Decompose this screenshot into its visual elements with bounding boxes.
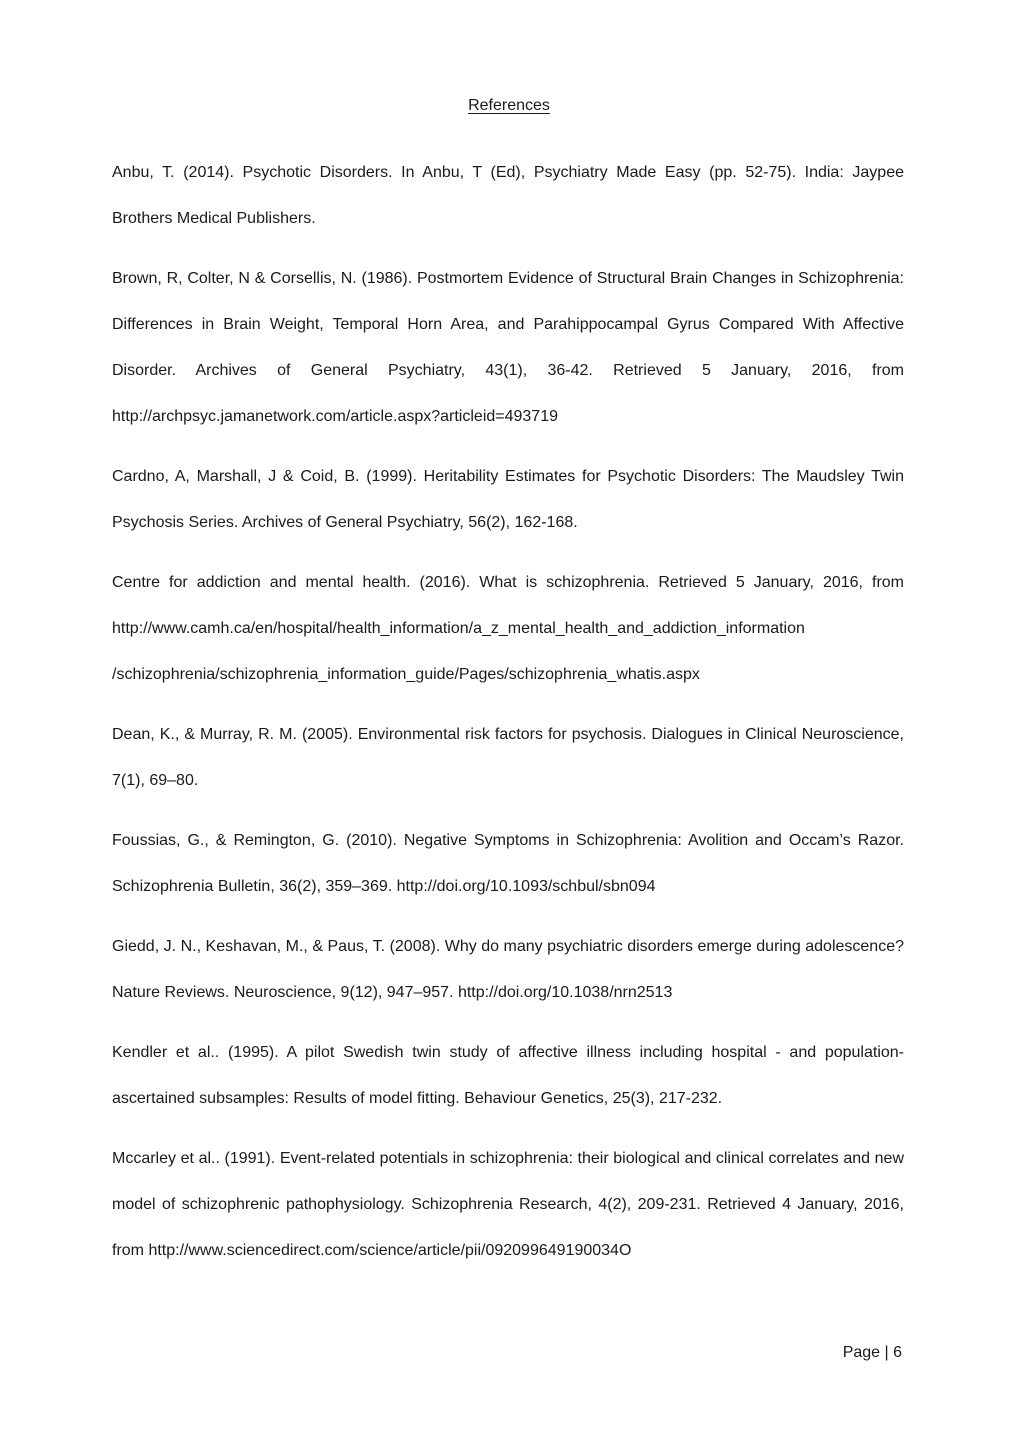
reference-item: Giedd, J. N., Keshavan, M., & Paus, T. (2008). Why do many psychiatric disorders emerge during adolescence? Nature Reviews. Neuroscience, 9(12), 947–957. http://doi.org/10.1038/nrn2513 [112,938,904,1001]
reference-list [112,150,904,1288]
reference-item: Brown, R, Colter, N & Corsellis, N. (1986). Postmortem Evidence of Structural Brain Changes in Schizophrenia: Differences in Brain Weight, Temporal Horn Area, and Parahippocampal Gyrus Compared With Affective Disorder. Archives of General Psychiatry, 43(1), 36-42. Retrieved 5 January, 2016, from http://archpsyc.jamanetwork.com/article.aspx?articleid=493719 [112,270,904,425]
page-title: References [468,97,550,114]
reference-item: Cardno, A, Marshall, J & Coid, B. (1999). Heritability Estimates for Psychotic Disorders: The Maudsley Twin Psychosis Series. Archives of General Psychiatry, 56(2), 162-168. [112,468,904,531]
reference-item: Foussias, G., & Remington, G. (2010). Negative Symptoms in Schizophrenia: Avolition and Occam’s Razor. Schizophrenia Bulletin, 36(2), 359–369. http://doi.org/10.1093/schbul/sbn094 [112,832,904,895]
reference-item: Dean, K., & Murray, R. M. (2005). Environmental risk factors for psychosis. Dialogues in Clinical Neuroscience, 7(1), 69–80. [112,726,904,789]
reference-item: Mccarley et al.. (1991). Event-related potentials in schizophrenia: their biological and clinical correlates and new model of schizophrenic pathophysiology. Schizophrenia Research, 4(2), 209-231. Retrieved 4 January, 2016, from http://www.sciencedirect.com/science/article/pii/092099649190034O [112,1150,904,1259]
page-number: Page | 6 [842,1344,902,1361]
reference-item: Kendler et al.. (1995). A pilot Swedish twin study of affective illness including hospital - and population-ascertained subsamples: Results of model fitting. Behaviour Genetics, 25(3), 217-232. [112,1044,904,1107]
reference-item: Anbu, T. (2014). Psychotic Disorders. In Anbu, T (Ed), Psychiatry Made Easy (pp. 52-75). India: Jaypee Brothers Medical Publishers. [112,164,904,227]
reference-item: Centre for addiction and mental health. (2016). What is schizophrenia. Retrieved 5 January, 2016, from http://www.camh.ca/en/hospital/health_information/a_z_mental_health_and_addiction_information /schizophrenia/schizophrenia_information_guide/Pages/schizophrenia_whatis.aspx [112,574,904,683]
